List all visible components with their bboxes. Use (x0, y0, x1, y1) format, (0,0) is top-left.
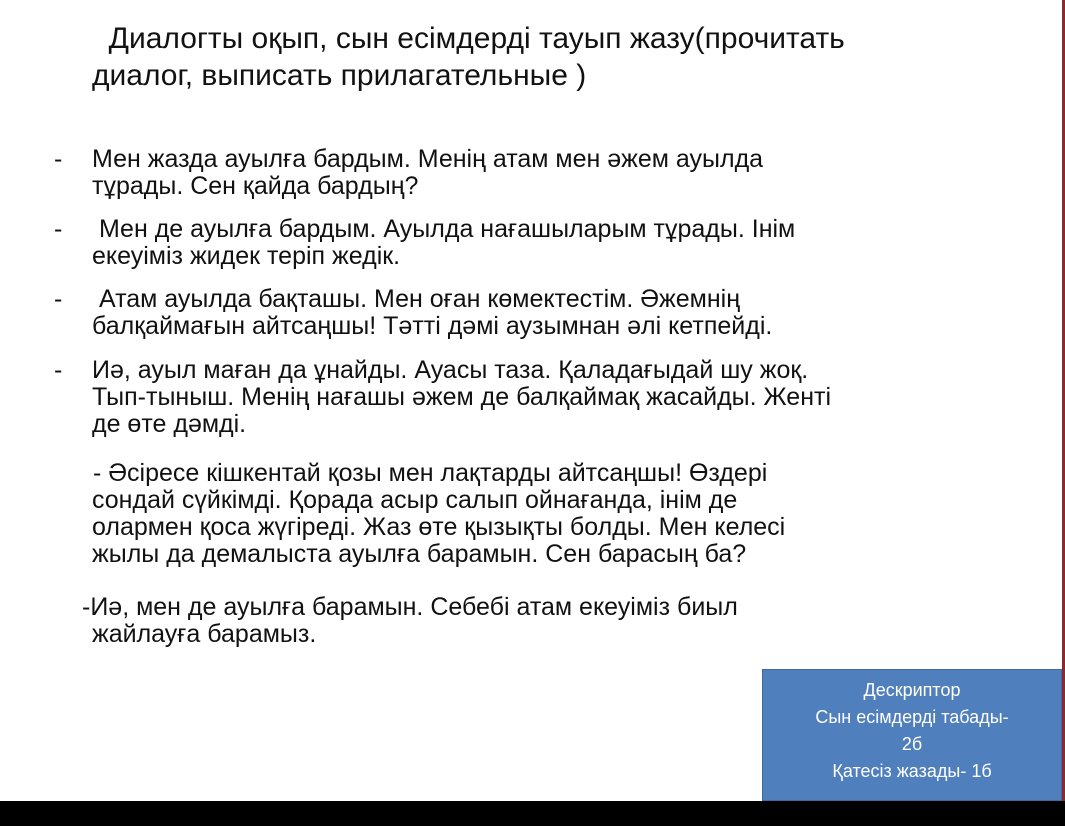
dialogue-line: жылы да демалыста ауылға барамын. Сен барасың ба? (92, 540, 747, 568)
dialogue-line: Иә, ауыл маған да ұнайды. Ауасы таза. Қаладағыдай шу жоқ. (92, 356, 809, 384)
dialogue-line: сондай сүйкімді. Қорада асыр салып ойнағанда, інім де (92, 486, 738, 514)
descriptor-box (762, 669, 1062, 801)
title-line-1: Диалогты оқып, сын есімдерді тауып жазу(прочитать (92, 22, 845, 55)
dialogue-line: тұрады. Сен қайда бардың? (92, 172, 419, 200)
descriptor-score-1: 2б (901, 734, 923, 754)
dialogue-line: Атам ауылда бақташы. Мен оған көмектестім. Әжемнің (92, 285, 741, 313)
title-line-2: диалог, выписать прилагательные ) (92, 59, 587, 92)
dialogue-line: - Әсіресе кішкентай қозы мен лақтарды айтсаңшы! Өздері (86, 459, 768, 487)
dialogue-line: Тып-тыныш. Менің нағашы әжем де балқаймақ жасайды. Женті (92, 383, 832, 411)
slide-title (92, 20, 1012, 94)
dialogue-line: -Иә, мен де ауылға барамын. Себебі атам екеуіміз биыл (82, 593, 738, 621)
descriptor-criterion-2: Қатесіз жазады- 1б (832, 761, 992, 781)
dialogue-marker-3: - (54, 285, 63, 313)
dialogue-line: екеуіміз жидек теріп жедік. (92, 242, 401, 270)
bottom-black-bar (0, 801, 1065, 826)
descriptor-heading: Дескриптор (863, 680, 961, 700)
descriptor-criterion-1: Сын есімдерді табады- (815, 707, 1009, 727)
dialogue-line: жайлауға барамыз. (92, 620, 317, 648)
dialogue-line: де өте дәмді. (92, 410, 247, 438)
dialogue-line: олармен қоса жүгіреді. Жаз өте қызықты болды. Мен келесі (92, 513, 786, 541)
dialogue-marker-1: - (54, 145, 63, 173)
dialogue-marker-2: - (54, 215, 63, 243)
dialogue-line: Мен жазда ауылға бардым. Менің атам мен әжем ауылда (92, 145, 764, 173)
dialogue-line: балқаймағын айтсаңшы! Тәтті дәмі аузымнан әлі кетпейді. (92, 312, 773, 340)
dialogue-line: Мен де ауылға бардым. Ауылда нағашыларым тұрады. Інім (92, 215, 796, 243)
dialogue-marker-4: - (54, 356, 63, 384)
